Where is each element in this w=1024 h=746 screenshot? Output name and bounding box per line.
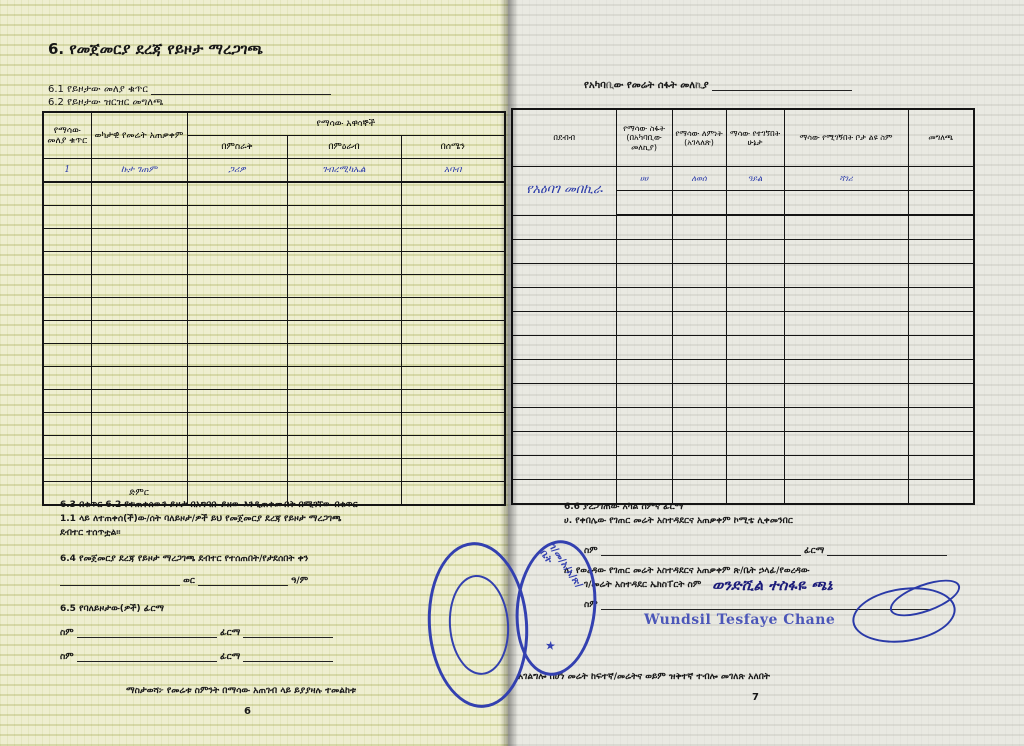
table-row [512, 384, 974, 408]
handwritten-cell: ገብረሚካኤል [287, 159, 401, 183]
officer-sign-line: ስም [584, 600, 931, 610]
table-row [512, 312, 974, 336]
table-row [43, 436, 505, 459]
handwritten-officer-name: ወንድሺል ተስፋዬ ጫኔ [712, 576, 833, 594]
field-parcel-id: 6.1 የይዞታው መለያ ቁጥር [48, 84, 331, 95]
stamp-star-icon: ★ [544, 638, 557, 654]
handwritten-cell: ኩታ ገጠም [91, 159, 187, 183]
header-area: የማሳው ስፋት (በአካባቢው መለኪያ) [616, 109, 672, 167]
header-remarks: መግለጫ [908, 109, 974, 167]
handwritten-cell: ዓይል [726, 167, 784, 191]
header-north: በሰሜን [401, 136, 505, 159]
note-b: ለ. የወረዳው የገጠር መሬት አስተዳደርና አጠቃቀም ጽ/ቤት ኃላፊ/የወረዳው [564, 566, 810, 576]
header-location-name: ማሳው የሚገኝበት ቦታ ልዩ ስም [784, 109, 908, 167]
handwritten-cell: ለወሰ [672, 167, 726, 191]
handwritten-cell: አባብ [401, 159, 505, 183]
total-label: ድምር [91, 482, 187, 506]
header-east: በምስራቅ [187, 136, 287, 159]
header-acquisition: ማሳው የተገኘበት ሁኔታ [726, 109, 784, 167]
table-row [512, 336, 974, 360]
right-footnote: አገልግሎ በሆነ መሬት ከፍተኛ/መሬትና ወይም ዝቅተኛ ተብሎ መገለጽ አለበት [518, 672, 770, 682]
handwritten-cell: ሀሀ [616, 167, 672, 191]
note-6-4: 6.4 የመጀመርያ ደረጃ የይዞታ ማረጋገጫ ደብተር የተሰጠበት/የታደሰበት ቀን [60, 554, 309, 564]
handwritten-cell: 1 [43, 159, 91, 183]
official-stamp-inner-ring [446, 573, 513, 677]
chair-sign-line: ስም ፊርማ [584, 546, 947, 556]
note-6-3c: ደብተር ተሰጥቷል። [60, 528, 121, 538]
table-row [43, 182, 505, 206]
handwritten-cell: የአዕባገ መበኪራ [512, 167, 616, 216]
header-boundaries: የማሳው አዋሳኞች [187, 112, 505, 136]
section-title: 6. የመጀመርያ ደረጃ የይዞታ ማረጋገጫ [48, 40, 263, 58]
table-row [43, 367, 505, 390]
parcel-table-right [511, 108, 975, 505]
page-number-right: 7 [752, 692, 759, 703]
table-row [43, 344, 505, 367]
table-row [512, 288, 974, 312]
table-row [43, 252, 505, 275]
header-west: በምዕራብ [287, 136, 401, 159]
table-row [512, 408, 974, 432]
table-row [43, 459, 505, 482]
officer-name-stamp: Wundsil Tesfaye Chane [644, 612, 836, 628]
table-row [43, 159, 505, 183]
table-row [43, 229, 505, 252]
table-row [512, 167, 974, 191]
note-6-3b: 1.1 ላይ ለተጠቀሰ(ች)ው/ሰት ባለይዞታ/ዎች ይህ የመጀመርያ ደረጃ የይዞታ ማረጋገጫ [60, 514, 342, 524]
table-row [512, 215, 974, 240]
left-footnote: ማስታወሻ፦ የመሬቱ ስምንት በማሳው አጠገብ ላይ ይያያዛሉ ተመልከቱ [126, 686, 357, 696]
table-row [512, 480, 974, 505]
holder-sign-line-1: ስም ፊርማ [60, 628, 333, 638]
issue-date-line: ወር ዓ/ም [60, 576, 308, 586]
local-measure-label: የአካባቢው የመሬት ሰፋት መለኪያ [584, 80, 852, 91]
parcel-table-left [42, 111, 506, 506]
header-fertility: የማሳው ለምነት (አገላለጽ) [672, 109, 726, 167]
table-row [512, 240, 974, 264]
header-south: በደብብ [512, 109, 616, 167]
table-row [512, 360, 974, 384]
note-6-6: 6.6 ያረጋገጠው አካል ስምና ፊርማ [564, 502, 684, 512]
page-number-left: 6 [244, 706, 251, 717]
table-row [512, 456, 974, 480]
table-row [43, 298, 505, 321]
note-6-3: 6.3 በቁጥር 6.2 የተጠቀሰውን ይዞታ በአግባቡ ይዘው እንዲጠቀሙበት በሚገኘው በቁጥር [60, 500, 358, 510]
table-row [43, 321, 505, 344]
handwritten-cell: ጋሪዎ [187, 159, 287, 183]
table-row [43, 390, 505, 413]
note-6-6a: ሀ. የቀበሌው የገጠር መሬት አስተዳደርና አጠቃቀም ኮሚቴ ሊቀመንበር [564, 516, 793, 526]
header-land-use: ወካታዊ የመሬት አጠቃቀም [91, 112, 187, 159]
note-6-5: 6.5 የባለይዞታው(ዎች) ፊርማ [60, 604, 165, 614]
holder-sign-line-2: ስም ፊርማ [60, 652, 333, 662]
note-b2: ገ/መሬት አስተዳደር ኤክስፐርት ስም [584, 580, 702, 590]
field-parcel-description: 6.2 የይዞታው ዝርዝር መግለጫ [48, 97, 164, 108]
table-row [43, 413, 505, 436]
table-row [512, 432, 974, 456]
stamp-text: ገ/መ/አ/አ/ጽ/ቤት [537, 542, 585, 591]
table-row [43, 206, 505, 229]
table-row [512, 264, 974, 288]
table-row [43, 275, 505, 298]
header-parcel-number: የማሳው መለያ ቁጥር [43, 112, 91, 159]
handwritten-cell: ሻገሪ [784, 167, 908, 191]
